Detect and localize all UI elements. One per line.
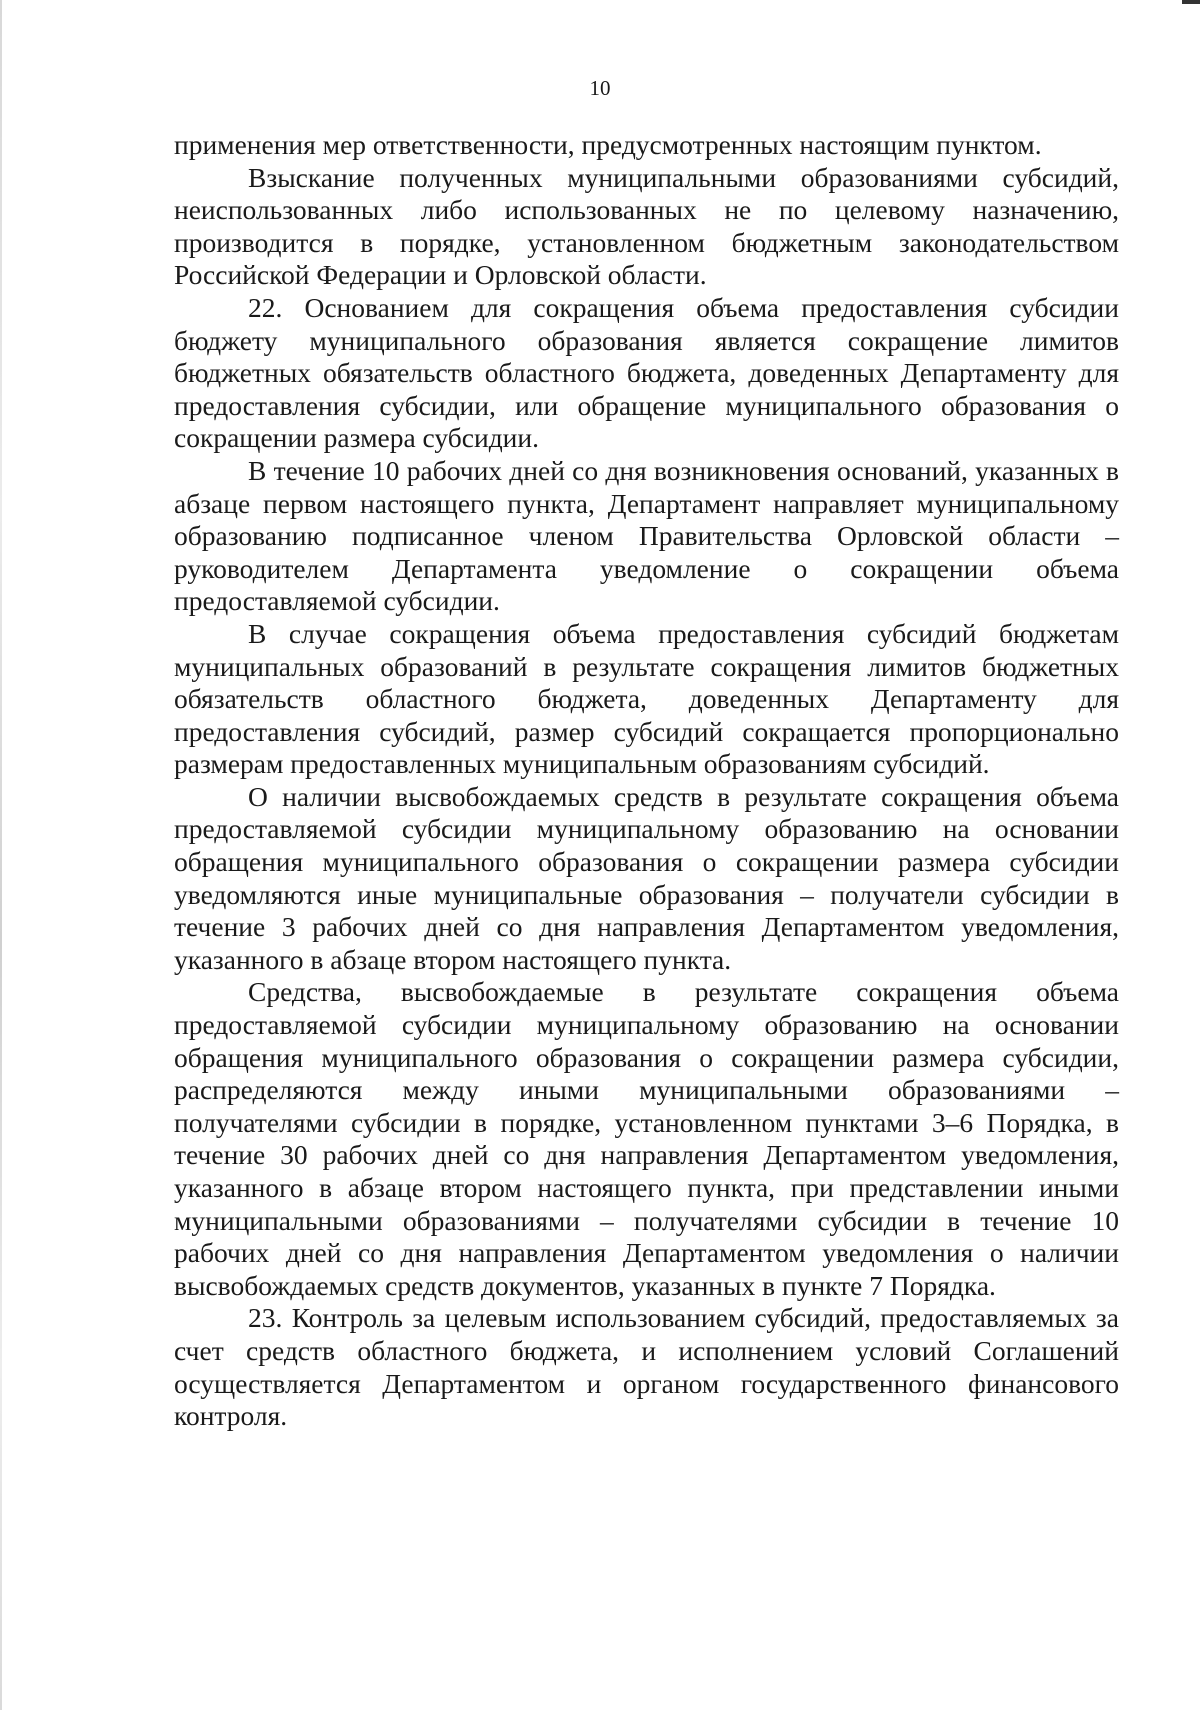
paragraph-notice-period: В течение 10 рабочих дней со дня возникновения оснований, указанных в абзаце первом настоящего пункта, Департамент направляет муниципальному образованию подписанное членом Правительства Орловской области – руководителем Департамента уведомление о сокращении объема предоставляемой субсидии. [174, 454, 1119, 617]
corner-mark [1182, 0, 1200, 4]
paragraph-continuation: применения мер ответственности, предусмотренных настоящим пунктом. [174, 129, 1042, 160]
page-number: 10 [589, 76, 611, 100]
scan-edge [0, 0, 2, 1710]
document-body [174, 129, 1119, 1433]
paragraph-released-funds-distribution: Средства, высвобождаемые в результате сокращения объема предоставляемой субсидии муниципальному образованию на основании обращения муниципального образования о сокращении размера субсидии, распределяются между иными муниципальными образованиями – получателями субсидии в порядке, установленном пунктами 3–6 Порядка, в течение 30 рабочих дней со дня направления Департаментом уведомления, указанного в абзаце втором настоящего пункта, при представлении иными муниципальными образованиями – получателями субсидии в течение 10 рабочих дней со дня направления Департаментом уведомления о наличии высвобождаемых средств документов, указанных в пункте 7 Порядка. [174, 976, 1119, 1301]
paragraph-recovery: Взыскание полученных муниципальными образованиями субсидий, неиспользованных либо использованных не по целевому назначению, производится в порядке, установленном бюджетным законодательством Российской Федерации и Орловской области. [174, 161, 1119, 291]
paragraph-proportional-reduction: В случае сокращения объема предоставления субсидий бюджетам муниципальных образований в результате сокращения лимитов бюджетных обязательств областного бюджета, доведенных Департаменту для предоставления субсидий, размер субсидий сокращается пропорционально размерам предоставленных муниципальным образованиям субсидий. [174, 617, 1119, 780]
paragraph-clause-23: 23. Контроль за целевым использованием субсидий, предоставляемых за счет средств областного бюджета, и исполнением условий Соглашений осуществляется Департаментом и органом государственного финансового контроля. [174, 1302, 1119, 1432]
paragraph-clause-22: 22. Основанием для сокращения объема предоставления субсидии бюджету муниципального образования является сокращение лимитов бюджетных обязательств областного бюджета, доведенных Департаменту для предоставления субсидии, или обращение муниципального образования о сокращении размера субсидии. [174, 291, 1119, 454]
paragraph-released-funds-notice: О наличии высвобождаемых средств в результате сокращения объема предоставляемой субсидии муниципальному образованию на основании обращения муниципального образования о сокращении размера субсидии уведомляются иные муниципальные образования – получатели субсидии в течение 3 рабочих дней со дня направления Департаментом уведомления, указанного в абзаце втором настоящего пункта. [174, 780, 1119, 975]
